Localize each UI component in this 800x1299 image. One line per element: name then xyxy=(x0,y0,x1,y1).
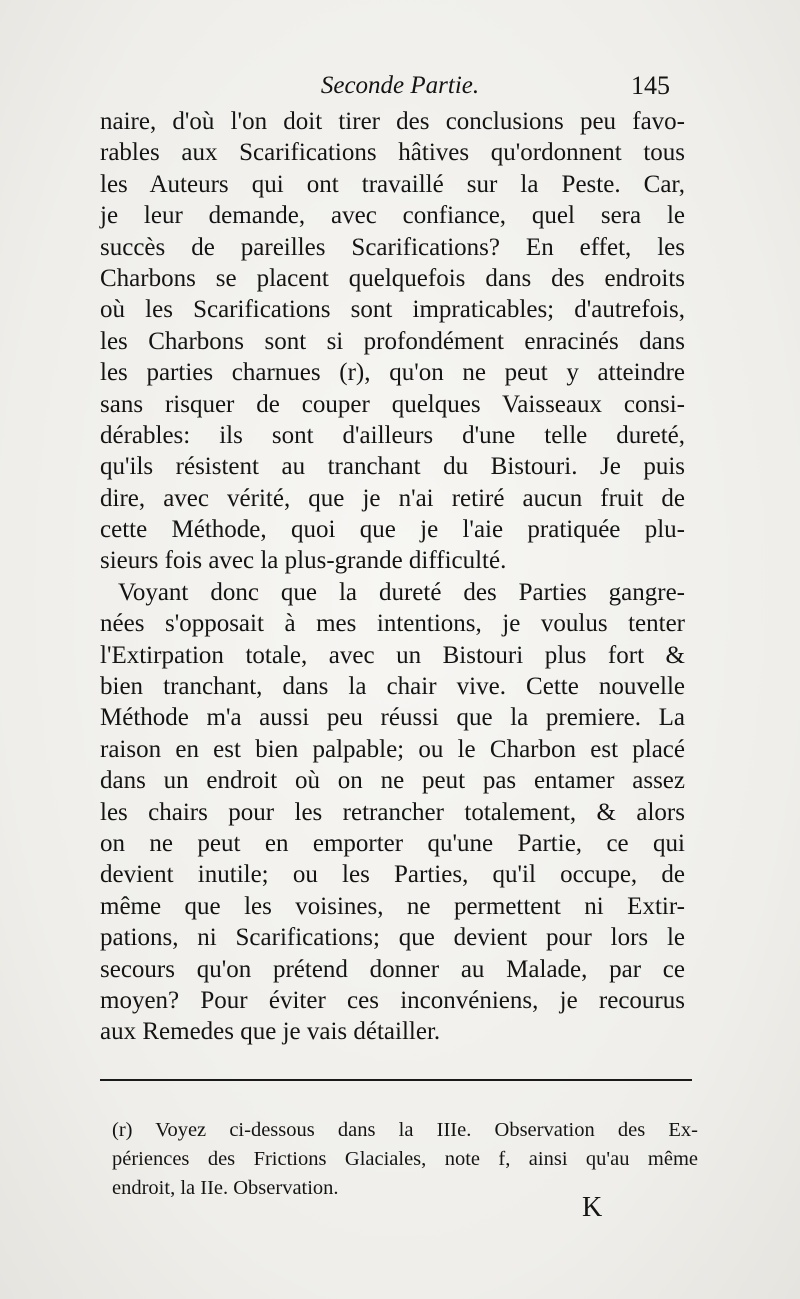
text-line: devient inutile; ou les Parties, qu'il occupe, de xyxy=(100,861,685,889)
text-line: les chairs pour les retrancher totalement, & alors xyxy=(100,798,685,826)
text-line: nées s'opposait à mes intentions, je voulus tenter xyxy=(100,610,685,638)
text-line: même que les voisines, ne permettent ni Extir- xyxy=(100,892,685,920)
footnote-line: (r) Voyez ci-dessous dans la IIIe. Observation des Ex- xyxy=(112,1119,698,1141)
text-line: sans risquer de couper quelques Vaisseaux consi- xyxy=(100,390,685,418)
text-line: dire, avec vérité, que je n'ai retiré aucun fruit de xyxy=(100,484,685,512)
signature-mark: K xyxy=(582,1192,603,1223)
footnote-rule xyxy=(100,1079,692,1081)
text-line: moyen? Pour éviter ces inconvéniens, je recourus xyxy=(100,986,685,1014)
text-line: rables aux Scarifications hâtives qu'ordonnent tous xyxy=(100,139,685,167)
footnote-line: périences des Frictions Glaciales, note f, ainsi qu'au même xyxy=(112,1148,698,1170)
text-line: naire, d'où l'on doit tirer des conclusions peu favo- xyxy=(100,108,685,135)
text-line: pations, ni Scarifications; que devient pour lors le xyxy=(100,924,685,952)
text-line: les parties charnues (r), qu'on ne peut y atteindre xyxy=(100,359,685,387)
text-line: bien tranchant, dans la chair vive. Cette nouvelle xyxy=(100,673,685,701)
text-line: sieurs fois avec la plus-grande difficulté. xyxy=(100,547,507,575)
text-line: où les Scarifications sont impraticables; d'autrefois, xyxy=(100,296,685,324)
footnote xyxy=(112,1116,698,1203)
text-line: dérables: ils sont d'ailleurs d'une telle dureté, xyxy=(100,421,685,449)
text-line: on ne peut en emporter qu'une Partie, ce qui xyxy=(100,829,685,857)
text-line: aux Remedes que je vais détailler. xyxy=(100,1018,441,1046)
text-line: l'Extirpation totale, avec un Bistouri plus fort & xyxy=(100,641,685,669)
text-line: raison en est bien palpable; ou le Charbon est placé xyxy=(100,735,685,763)
text-line: succès de pareilles Scarifications? En effet, les xyxy=(100,233,685,261)
text-line: qu'ils résistent au tranchant du Bistouri. Je puis xyxy=(100,453,685,481)
text-line: je leur demande, avec confiance, quel sera le xyxy=(100,202,685,230)
text-line: cette Méthode, quoi que je l'aie pratiquée plu- xyxy=(100,516,685,544)
running-title: Seconde Partie. xyxy=(320,72,480,99)
text-line: les Charbons sont si profondément enracinés dans xyxy=(100,327,685,355)
footnote-line: endroit, la IIe. Observation. xyxy=(112,1177,339,1199)
text-line: Charbons se placent quelquefois dans des endroits xyxy=(100,264,685,292)
text-line: les Auteurs qui ont travaillé sur la Peste. Car, xyxy=(100,170,685,198)
page-number: 145 xyxy=(631,71,670,100)
page-header xyxy=(100,66,700,106)
body-text xyxy=(100,106,685,1048)
text-line: dans un endroit où on ne peut pas entamer assez xyxy=(100,767,685,795)
text-line: secours qu'on prétend donner au Malade, par ce xyxy=(100,955,685,983)
paragraph-start-line: Voyant donc que la dureté des Parties gangre- xyxy=(118,578,685,606)
text-line: Méthode m'a aussi peu réussi que la premiere. La xyxy=(100,704,685,732)
